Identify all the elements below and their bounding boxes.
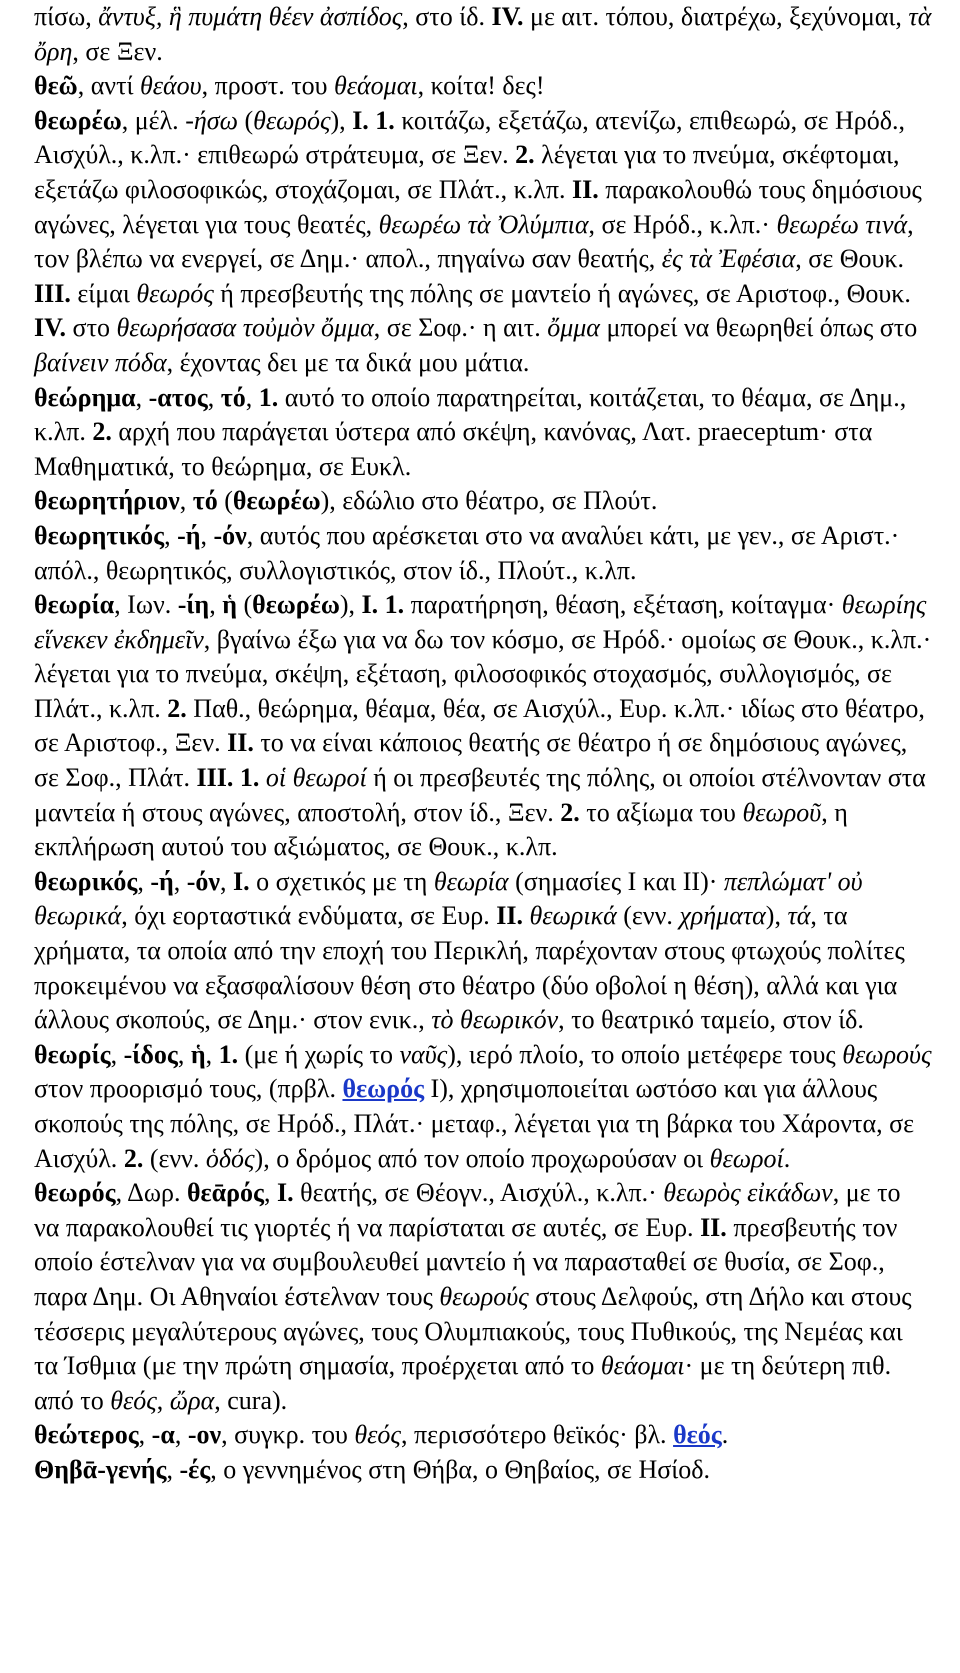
- entry-theoris: θεωρίς, -ίδος, ἡ, 1. (με ή χωρίς το ναῦς), ιερό πλοίο, το οποίο μετέφερε τους θεωρούς στον προορισμό τους, (πρβλ. θεωρός I), χρησιμοποιείται ωστόσο και για άλλους σκοπούς της πόλης, σε Ηρόδ., Πλάτ.· μεταφ., λέγεται για τη βάρκα του Χάροντα, σε Αισχύλ. 2. (ενν. ὁδός), ο δρόμος από τον οποίο προχωρούσαν οι θεωροί.: [34, 1039, 932, 1173]
- entry-theo: θεῶ, αντί θεάου, προστ. του θεάομαι, κοίτα! δες!: [34, 71, 545, 101]
- entry-theorikos: θεωρικός, -ή, -όν, I. ο σχετικός με τη θεωρία (σημασίες I και II)· πεπλώματ' οὐ θεωρικά, όχι εορταστικά ενδύματα, σε Ευρ. II. θεωρικά (ενν. χρήματα), τά, τα χρήματα, τα οποία από την εποχή του Περικλή, παρέχονταν στους φτωχούς πολίτες προκειμένου να εξασφαλίσουν θέση στο θέατρο (δύο οβολοί η θέση), αλλά και για άλλους σκοπούς, σε Δημ.· στον ενικ., τὸ θεωρικόν, το θεατρικό ταμείο, στον ίδ.: [34, 866, 905, 1035]
- entry-theoria: θεωρία, Ιων. -ίη, ἡ (θεωρέω), I. 1. παρατήρηση, θέαση, εξέταση, κοίταγμα· θεωρίης εἵνεκεν ἐκδημεῖν, βγαίνω έξω για να δω τον κόσμο, σε Ηρόδ.· ομοίως σε Θουκ., κ.λπ.· λέγεται για το πνεύμα, σκέψη, εξέταση, φιλοσοφικός στοχασμός, συλλογισμός, σε Πλάτ., κ.λπ. 2. Παθ., θεώρημα, θέαμα, θέα, σε Αισχύλ., Ευρ. κ.λπ.· ιδίως στο θέατρο, σε Αριστοφ., Ξεν. II. το να είναι κάποιος θεατής σε θέατρο ή σε δημόσιους αγώνες, σε Σοφ., Πλάτ. III. 1. οἱ θεωροί ή οι πρεσβευτές της πόλης, οι οποίοι στέλνονταν στα μαντεία ή στους αγώνες, αποστολή, στον ίδ., Ξεν. 2. το αξίωμα του θεωροῦ, η εκπλήρωση αυτού του αξιώματος, σε Θουκ., κ.λπ.: [34, 590, 932, 862]
- entry-theoreo: θεωρέω, μέλ. -ήσω (θεωρός), I. 1. κοιτάζω, εξετάζω, ατενίζω, επιθεωρώ, σε Ηρόδ., Αισχύλ., κ.λπ.· επιθεωρώ στράτευμα, σε Ξεν. 2. λέγεται για το πνεύμα, σκέφτομαι, εξετάζω φιλοσοφικώς, στοχάζομαι, σε Πλάτ., κ.λπ. II. παρακολουθώ τους δημόσιους αγώνες, λέγεται για τους θεατές, θεωρέω τὰ Ὀλύμπια, σε Ηρόδ., κ.λπ.· θεωρέω τινά, τον βλέπω να ενεργεί, σε Δημ.· απολ., πηγαίνω σαν θεατής, ἐς τὰ Ἐφέσια, σε Θουκ. III. είμαι θεωρός ή πρεσβευτής της πόλης σε μαντείο ή αγώνες, σε Αριστοφ., Θουκ. IV. στο θεωρήσασα τοὐμὸν ὄμμα, σε Σοφ.· η αιτ. ὄμμα μπορεί να θεωρηθεί όπως στο βαίνειν πόδα, έχοντας δει με τα δικά μου μάτια.: [34, 105, 922, 377]
- entry-theoreterion: θεωρητήριον, τό (θεωρέω), εδώλιο στο θέατρο, σε Πλούτ.: [34, 486, 658, 516]
- xref-link-theoros[interactable]: θεωρός: [342, 1074, 425, 1104]
- entry-theorema: θεώρημα, -ατος, τό, 1. αυτό το οποίο παρατηρείται, κοιτάζεται, το θέαμα, σε Δημ., κ.λπ. 2. αρχή που παράγεται ύστερα από σκέψη, κανόνας, Λατ. praeceptum· στα Μαθηματικά, το θεώρημα, σε Ευκλ.: [34, 382, 907, 481]
- entry-theoretikos: θεωρητικός, -ή, -όν, αυτός που αρέσκεται στο να αναλύει κάτι, με γεν., σε Αριστ.· απόλ., θεωρητικός, συλλογιστικός, στον ίδ., Πλούτ., κ.λπ.: [34, 520, 900, 585]
- xref-link-theos[interactable]: θεός: [673, 1420, 722, 1450]
- entry-thebagenes: Θηβᾱ-γενής, -ές, ο γεννημένος στη Θήβα, ο Θηβαίος, σε Ησίοδ.: [34, 1454, 710, 1484]
- entry-continuation: πίσω, ἄντυξ, ἣ πυμάτη θέεν ἀσπίδος, στο ίδ. IV. με αιτ. τόπου, διατρέχω, ξεχύνομαι, τὰ ὄρη, σε Ξεν.: [34, 2, 932, 66]
- entry-theoteros: θεώτερος, -α, -ον, συγκρ. του θεός, περισσότερο θεϊκός· βλ. θεός.: [34, 1420, 729, 1450]
- entry-theoros: θεωρός, Δωρ. θεᾱρός, I. θεατής, σε Θέογν., Αισχύλ., κ.λπ.· θεωρὸς εἰκάδων, με το να παρακολουθεί τις γιορτές ή να παρίσταται σε αυτές, σε Ευρ. II. πρεσβευτής τον οποίο έστελναν για να συμβουλευθεί μαντείο ή να παρασταθεί σε θυσία, σε Σοφ., παρα Δημ. Οι Αθηναίοι έστελναν τους θεωρούς στους Δελφούς, στη Δήλο και στους τέσσερις μεγαλύτερους αγώνες, τους Ολυμπιακούς, τους Πυθικούς, της Νεμέας και τα Ίσθμια (με την πρώτη σημασία, προέρχεται από το θεάομαι· με τη δεύτερη πιθ. από το θεός, ὤρα, cura).: [34, 1178, 912, 1415]
